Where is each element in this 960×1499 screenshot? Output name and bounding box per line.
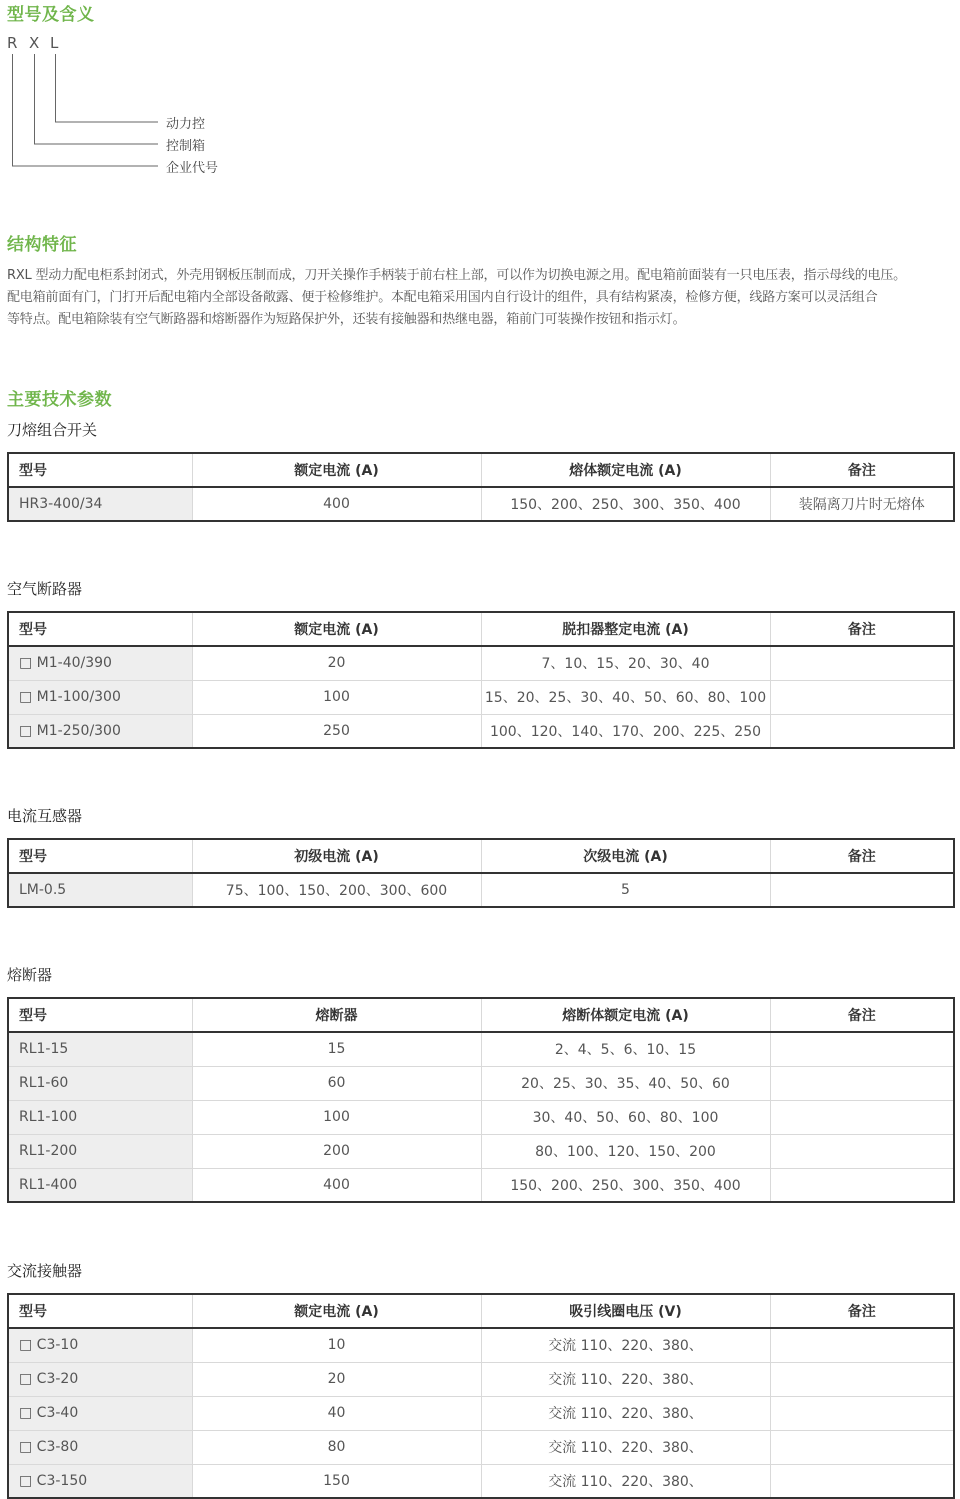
table-header-row xyxy=(8,1294,954,1328)
section-title-structure: 结构特征 xyxy=(7,235,77,255)
cell-model: □ M1-40/390 xyxy=(8,646,192,680)
section-title-model: 型号及含义 xyxy=(7,5,95,25)
cell-remark xyxy=(770,1100,954,1134)
header-rated-current: 额定电流 (A) xyxy=(192,1294,481,1328)
cell-model: RL1-400 xyxy=(8,1168,192,1202)
table-title-air-breaker: 空气断路器 xyxy=(7,580,83,598)
table-row xyxy=(8,714,954,748)
cell-model: RL1-15 xyxy=(8,1032,192,1066)
model-letter-r: R xyxy=(7,34,18,52)
cell: 150 xyxy=(192,1464,481,1498)
cell-model: LM-0.5 xyxy=(8,873,192,907)
header-secondary-current: 次级电流 (A) xyxy=(481,839,770,873)
cell: 10 xyxy=(192,1328,481,1362)
structure-line: RXL 型动力配电柜系封闭式，外壳用钢板压制而成，刀开关操作手柄装于前右柱上部，可以作为切换电源之用。配电箱前面装有一只电压表，指示母线的电压。 xyxy=(7,268,906,283)
cell: 60 xyxy=(192,1066,481,1100)
cell-remark xyxy=(770,873,954,907)
cell-remark xyxy=(770,714,954,748)
cell-model: □ M1-250/300 xyxy=(8,714,192,748)
table-header-row xyxy=(8,839,954,873)
cell-remark xyxy=(770,1328,954,1362)
table-row xyxy=(8,1430,954,1464)
fuse-table xyxy=(7,997,955,1203)
cell-model: HR3-400/34 xyxy=(8,487,192,521)
cell: 100、120、140、170、200、225、250 xyxy=(481,714,770,748)
cell-model: □ C3-150 xyxy=(8,1464,192,1498)
cell-remark xyxy=(770,646,954,680)
cell-remark xyxy=(770,1168,954,1202)
header-model: 型号 xyxy=(8,998,192,1032)
current-transformer-table xyxy=(7,838,955,908)
header-rated-current: 额定电流 (A) xyxy=(192,612,481,646)
table-row xyxy=(8,873,954,907)
model-label-power: 动力控 xyxy=(166,117,206,132)
knife-fuse-switch-table xyxy=(7,452,955,522)
table-header-row xyxy=(8,998,954,1032)
header-remark: 备注 xyxy=(770,839,954,873)
header-coil-voltage: 吸引线圈电压 (V) xyxy=(481,1294,770,1328)
cell: 100 xyxy=(192,1100,481,1134)
table-row xyxy=(8,1066,954,1100)
table-row xyxy=(8,1100,954,1134)
cell-remark xyxy=(770,1430,954,1464)
cell-remark xyxy=(770,1066,954,1100)
air-breaker-table xyxy=(7,611,955,749)
cell: 20、25、30、35、40、50、60 xyxy=(481,1066,770,1100)
header-model: 型号 xyxy=(8,612,192,646)
cell: 200 xyxy=(192,1134,481,1168)
cell: 400 xyxy=(192,487,481,521)
header-model: 型号 xyxy=(8,839,192,873)
cell: 交流 110、220、380、 xyxy=(481,1430,770,1464)
cell-remark xyxy=(770,1134,954,1168)
cell: 30、40、50、60、80、100 xyxy=(481,1100,770,1134)
table-title-current-transformer: 电流互感器 xyxy=(7,807,83,825)
cell-model: RL1-60 xyxy=(8,1066,192,1100)
cell: 150、200、250、300、350、400 xyxy=(481,487,770,521)
cell: 交流 110、220、380、 xyxy=(481,1464,770,1498)
structure-paragraph xyxy=(7,265,957,331)
structure-line: 配电箱前面有门，门打开后配电箱内全部设备敞露、便于检修维护。本配电箱采用国内自行设计的组件，具有结构紧凑，检修方便，线路方案可以灵活组合 xyxy=(7,290,878,305)
cell-model: RL1-200 xyxy=(8,1134,192,1168)
cell: 400 xyxy=(192,1168,481,1202)
table-row xyxy=(8,1328,954,1362)
cell: 20 xyxy=(192,646,481,680)
model-label-box: 控制箱 xyxy=(166,139,206,154)
cell-model: □ C3-10 xyxy=(8,1328,192,1362)
cell-model: □ C3-80 xyxy=(8,1430,192,1464)
table-header-row xyxy=(8,612,954,646)
table-row xyxy=(8,1362,954,1396)
cell-model: □ M1-100/300 xyxy=(8,680,192,714)
cell: 100 xyxy=(192,680,481,714)
cell: 15 xyxy=(192,1032,481,1066)
cell-remark xyxy=(770,1032,954,1066)
header-trip-current: 脱扣器整定电流 (A) xyxy=(481,612,770,646)
table-row xyxy=(8,487,954,521)
cell: 75、100、150、200、300、600 xyxy=(192,873,481,907)
cell-remark xyxy=(770,1396,954,1430)
model-bracket-lines xyxy=(0,34,260,184)
table-title-fuse: 熔断器 xyxy=(7,966,53,984)
header-model: 型号 xyxy=(8,1294,192,1328)
cell: 40 xyxy=(192,1396,481,1430)
table-header-row xyxy=(8,453,954,487)
ac-contactor-table xyxy=(7,1293,955,1499)
header-remark: 备注 xyxy=(770,453,954,487)
header-fuse-body-current: 熔断体额定电流 (A) xyxy=(481,998,770,1032)
cell-model: RL1-100 xyxy=(8,1100,192,1134)
model-letter-x: X xyxy=(29,34,40,52)
cell: 7、10、15、20、30、40 xyxy=(481,646,770,680)
cell-remark xyxy=(770,680,954,714)
model-label-code: 企业代号 xyxy=(166,161,219,176)
header-fuse: 熔断器 xyxy=(192,998,481,1032)
header-remark: 备注 xyxy=(770,612,954,646)
model-diagram xyxy=(0,34,260,184)
table-row xyxy=(8,646,954,680)
cell: 20 xyxy=(192,1362,481,1396)
table-row xyxy=(8,1168,954,1202)
table-row xyxy=(8,1134,954,1168)
cell: 80 xyxy=(192,1430,481,1464)
cell: 交流 110、220、380、 xyxy=(481,1328,770,1362)
model-letter-l: L xyxy=(50,34,59,52)
table-title-ac-contactor: 交流接触器 xyxy=(7,1262,83,1280)
cell: 交流 110、220、380、 xyxy=(481,1396,770,1430)
header-fuse-current: 熔体额定电流 (A) xyxy=(481,453,770,487)
header-model: 型号 xyxy=(8,453,192,487)
cell-remark xyxy=(770,1362,954,1396)
cell-model: □ C3-40 xyxy=(8,1396,192,1430)
header-remark: 备注 xyxy=(770,998,954,1032)
table-row xyxy=(8,680,954,714)
table-row xyxy=(8,1032,954,1066)
cell: 交流 110、220、380、 xyxy=(481,1362,770,1396)
cell: 5 xyxy=(481,873,770,907)
cell-remark: 装隔离刀片时无熔体 xyxy=(770,487,954,521)
cell: 250 xyxy=(192,714,481,748)
cell: 80、100、120、150、200 xyxy=(481,1134,770,1168)
section-title-params: 主要技术参数 xyxy=(7,390,112,410)
table-title-knife-fuse-switch: 刀熔组合开关 xyxy=(7,421,98,439)
cell: 15、20、25、30、40、50、60、80、100 xyxy=(481,680,770,714)
table-row xyxy=(8,1396,954,1430)
header-rated-current: 额定电流 (A) xyxy=(192,453,481,487)
structure-line: 等特点。配电箱除装有空气断路器和熔断器作为短路保护外，还装有接触器和热继电器，箱前门可装操作按钮和指示灯。 xyxy=(7,312,686,327)
cell: 2、4、5、6、10、15 xyxy=(481,1032,770,1066)
cell: 150、200、250、300、350、400 xyxy=(481,1168,770,1202)
cell-model: □ C3-20 xyxy=(8,1362,192,1396)
cell-remark xyxy=(770,1464,954,1498)
header-primary-current: 初级电流 (A) xyxy=(192,839,481,873)
header-remark: 备注 xyxy=(770,1294,954,1328)
table-row xyxy=(8,1464,954,1498)
